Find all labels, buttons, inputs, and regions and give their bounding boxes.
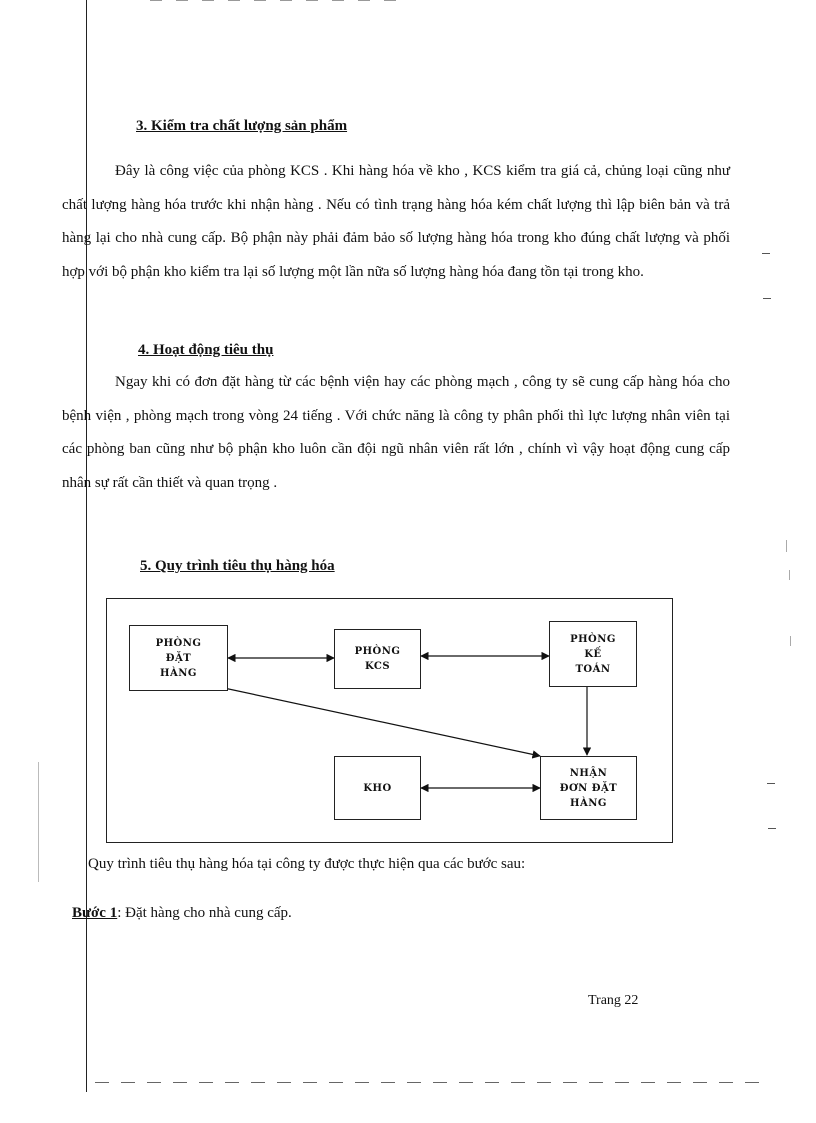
- section-4-paragraph: Ngay khi có đơn đặt hàng từ các bệnh viện hay các phòng mạch , công ty sẽ cung cấp hàng hóa cho bệnh viện , phòng mạch trong vòng 24 tiếng . Với chức năng là công ty phân phối thì lực lượng nhân viên tại các phòng ban cũng như bộ phận kho luôn cần đội ngũ nhân viên rất lớn , chính vì vậy hoạt động cung cấp nhân sự rất cần thiết và quan trọng .: [62, 374, 730, 491]
- box-kcs-department: PHÒNG KCS: [334, 629, 421, 689]
- step-1-text: : Đặt hàng cho nhà cung cấp.: [117, 905, 292, 921]
- section-4-title: 4. Hoạt động tiêu thụ: [138, 342, 274, 358]
- top-dashed-edge: [150, 0, 410, 1]
- scan-tick-mark: [762, 253, 770, 254]
- step-1-label: Bước 1: [72, 905, 118, 921]
- box-warehouse: KHO: [334, 756, 421, 820]
- section-5-title: 5. Quy trình tiêu thụ hàng hóa: [140, 558, 335, 574]
- box-receive-order: NHẬN ĐƠN ĐẶT HÀNG: [540, 756, 637, 820]
- arrow-order-receive: [224, 688, 540, 756]
- box-order-department: PHÒNG ĐẶT HÀNG: [129, 625, 228, 691]
- scan-side-mark: [789, 570, 790, 580]
- bottom-dashed-edge: [95, 1082, 765, 1083]
- process-intro: Quy trình tiêu thụ hàng hóa tại công ty được thực hiện qua các bước sau:: [88, 856, 526, 872]
- process-diagram: [106, 598, 673, 843]
- scan-tick-mark: [763, 298, 771, 299]
- page-number: Trang 22: [588, 993, 639, 1008]
- scan-side-mark: [790, 636, 791, 646]
- step-1: [72, 905, 292, 922]
- section-3-title: 3. Kiểm tra chất lượng sản phẩm: [136, 118, 348, 134]
- scan-left-mark: [38, 762, 39, 882]
- scan-tick-mark: [768, 828, 776, 829]
- box-accounting-department: PHÒNG KẾ TOÁN: [549, 621, 637, 687]
- scan-tick-mark: [767, 783, 775, 784]
- section-3-paragraph: Đây là công việc của phòng KCS . Khi hàng hóa về kho , KCS kiểm tra giá cả, chủng loại cũng như chất lượng hàng hóa trước khi nhận hàng . Nếu có tình trạng hàng hóa kém chất lượng thì lập biên bản và trả hàng lại cho nhà cung cấp. Bộ phận này phải đảm bảo số lượng hàng hóa trong kho đúng chất lượng và phối hợp với bộ phận kho kiểm tra lại số lượng một lần nữa số lượng hàng hóa đang tồn tại trong kho.: [62, 163, 730, 280]
- scan-side-mark: [786, 540, 787, 552]
